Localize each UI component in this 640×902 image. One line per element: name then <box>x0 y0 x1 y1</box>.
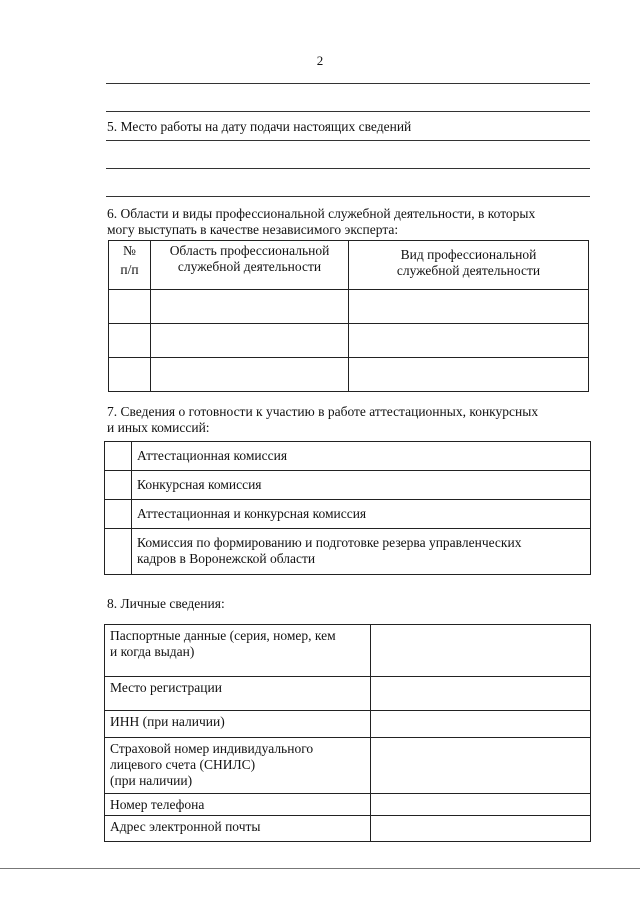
header-area-line1: Область профессиональной <box>169 243 330 258</box>
table-row <box>109 358 589 392</box>
expert-areas-table <box>108 240 589 392</box>
header-area-line2: служебной деятельности <box>177 259 322 274</box>
field-label-line2: лицевого счета (СНИЛС) <box>110 757 256 772</box>
header-kind-line2: служебной деятельности <box>396 263 541 278</box>
field-value[interactable] <box>371 816 591 842</box>
table-row <box>105 794 591 816</box>
section-7-title-line1: 7. Сведения о готовности к участию в работе аттестационных, конкурсных <box>107 404 539 419</box>
cell-kind[interactable] <box>349 324 589 358</box>
option-label-line1: Аттестационная и конкурсная комиссия <box>137 506 367 521</box>
table-header-row <box>109 241 589 290</box>
option-row <box>105 442 591 471</box>
section-6-title-line2: могу выступать в качестве независимого эксперта: <box>107 222 399 237</box>
field-label <box>105 794 371 816</box>
field-label-line1: Паспортные данные (серия, номер, кем <box>110 628 336 643</box>
option-label-line1: Аттестационная комиссия <box>137 448 288 463</box>
commission-options-table <box>104 441 591 575</box>
field-label <box>105 711 371 738</box>
option-label <box>132 471 591 500</box>
field-value[interactable] <box>371 625 591 677</box>
section-6-title-line1: 6. Области и виды профессиональной служебной деятельности, в которых <box>107 206 536 221</box>
field-label-line2: и когда выдан) <box>110 644 195 659</box>
option-label-line1: Комиссия по формированию и подготовке резерва управленческих <box>137 535 522 550</box>
table-row <box>105 711 591 738</box>
field-label-line1: Адрес электронной почты <box>110 819 261 834</box>
answer-line[interactable] <box>106 111 590 112</box>
cell-area[interactable] <box>151 324 349 358</box>
cell-kind[interactable] <box>349 358 589 392</box>
field-label-line1: ИНН (при наличии) <box>110 714 225 729</box>
field-label <box>105 738 371 794</box>
answer-line[interactable] <box>106 196 590 197</box>
option-checkbox[interactable] <box>105 471 132 500</box>
section-7-title-line2: и иных комиссий: <box>107 420 210 435</box>
option-checkbox[interactable] <box>105 442 132 471</box>
cell-area[interactable] <box>151 290 349 324</box>
answer-line[interactable] <box>106 140 590 141</box>
header-kind <box>349 241 589 290</box>
header-num-line2: п/п <box>120 262 139 277</box>
field-label <box>105 677 371 711</box>
option-label-line1: Конкурсная комиссия <box>137 477 262 492</box>
table-row <box>105 816 591 842</box>
answer-line[interactable] <box>106 83 590 84</box>
option-label-line2: кадров в Воронежской области <box>137 551 316 566</box>
field-label-line3: (при наличии) <box>110 773 193 788</box>
option-label <box>132 500 591 529</box>
table-row <box>105 625 591 677</box>
answer-line[interactable] <box>106 168 590 169</box>
table-row <box>105 677 591 711</box>
page-bottom-line <box>0 868 640 869</box>
field-label <box>105 816 371 842</box>
section-5-title: 5. Место работы на дату подачи настоящих сведений <box>107 119 412 134</box>
header-area <box>151 241 349 290</box>
table-row <box>109 324 589 358</box>
option-row <box>105 500 591 529</box>
option-row <box>105 529 591 575</box>
header-num-line1: № <box>123 243 136 258</box>
cell-num[interactable] <box>109 324 151 358</box>
option-label <box>132 442 591 471</box>
option-checkbox[interactable] <box>105 500 132 529</box>
field-label-line1: Номер телефона <box>110 797 205 812</box>
cell-num[interactable] <box>109 290 151 324</box>
option-row <box>105 471 591 500</box>
section-8-title: 8. Личные сведения: <box>107 596 225 611</box>
field-value[interactable] <box>371 794 591 816</box>
personal-info-table <box>104 624 591 842</box>
header-kind-line1: Вид профессиональной <box>400 247 537 262</box>
page-number: 2 <box>316 53 324 68</box>
field-value[interactable] <box>371 711 591 738</box>
field-value[interactable] <box>371 738 591 794</box>
table-row <box>105 738 591 794</box>
field-label-line1: Страховой номер индивидуального <box>110 741 314 756</box>
table-row <box>109 290 589 324</box>
cell-area[interactable] <box>151 358 349 392</box>
header-num <box>109 241 151 290</box>
field-label <box>105 625 371 677</box>
field-value[interactable] <box>371 677 591 711</box>
cell-kind[interactable] <box>349 290 589 324</box>
field-label-line1: Место регистрации <box>110 680 222 695</box>
option-checkbox[interactable] <box>105 529 132 575</box>
option-label <box>132 529 591 575</box>
cell-num[interactable] <box>109 358 151 392</box>
